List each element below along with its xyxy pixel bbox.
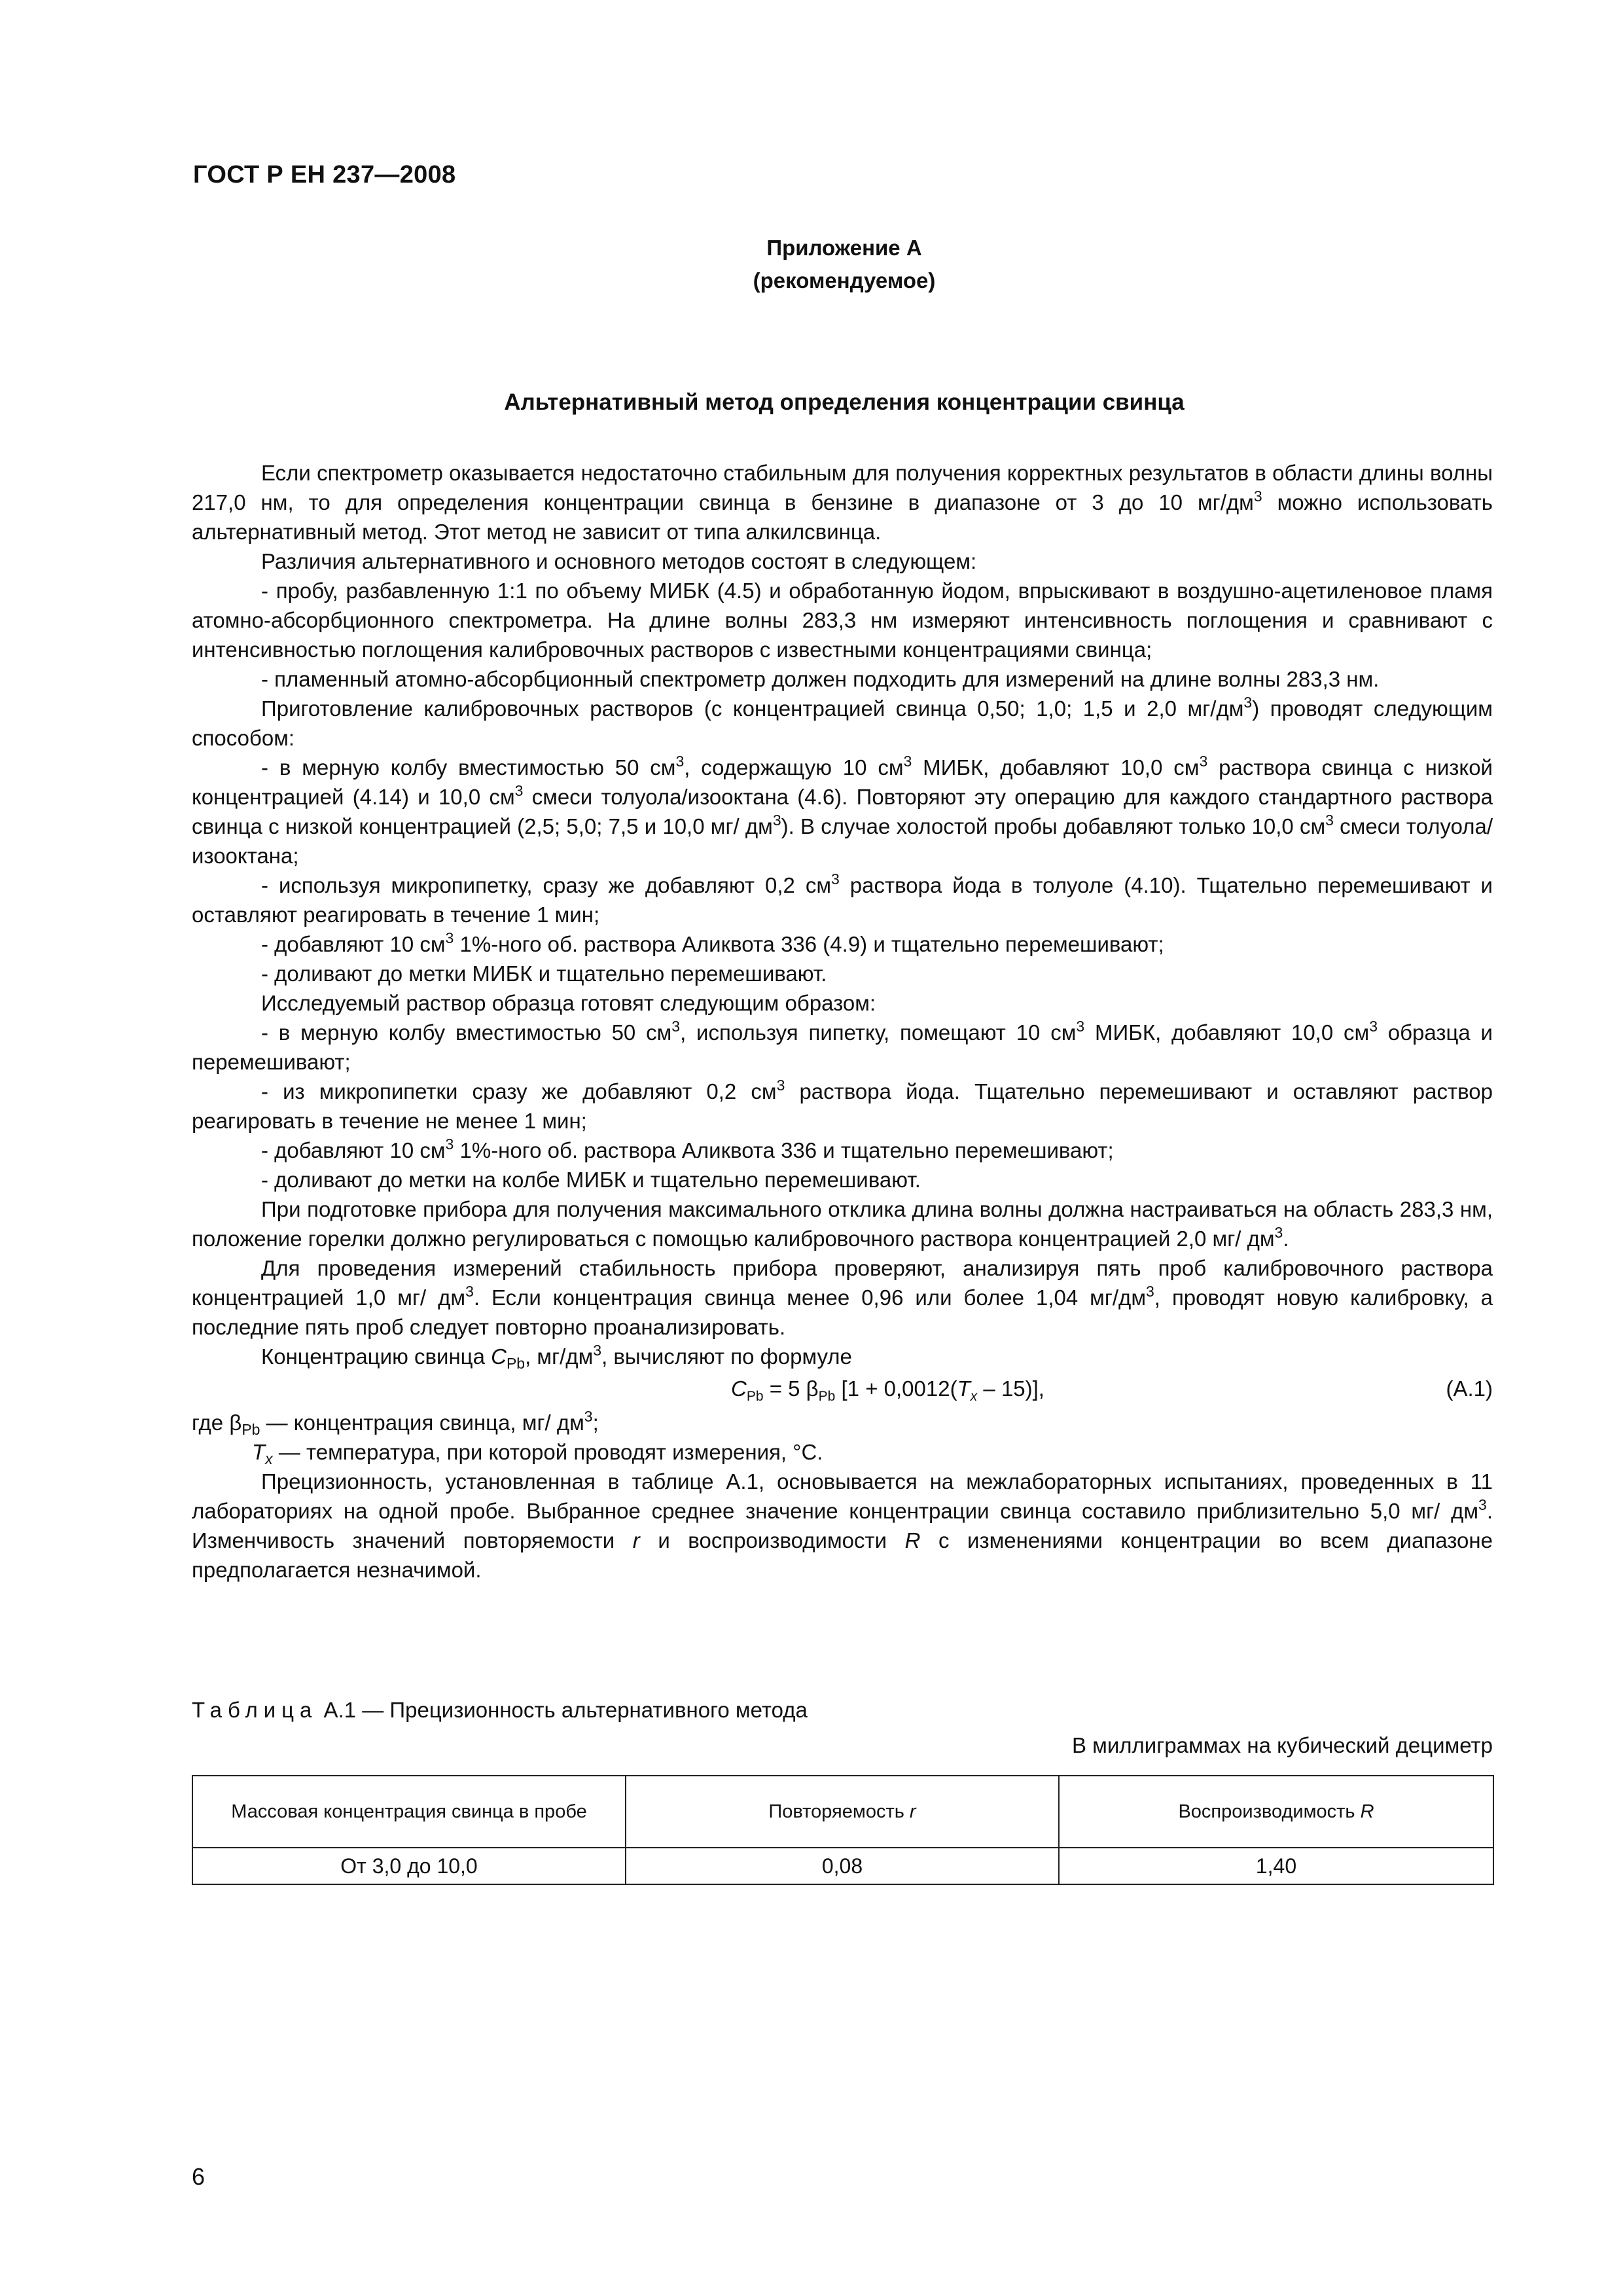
paragraph: Прецизионность, установленная в таблице А.1, основывается на межлабораторных испытаниях, проведенных в 11 лабораториях на одной пробе. Выбранное среднее значение концентрации свинца составило приблизительно 5,0 мг/ $дм^3$. Изменчивость значений повторяемости r и воспроизводимости R с изменениями концентрации во всем диапазоне предполагается незначимой. [192,1469,1493,1582]
precision-table [192,1775,1494,1885]
paragraph: Приготовление калибровочных растворов (с концентрацией свинца 0,50; 1,0; 1,5 и 2,0 $мг/дм^3$) проводят следующим способом: [192,694,1493,750]
annex-heading [0,232,1623,297]
table-row [192,1848,1493,1884]
list-item: - пробу, разбавленную 1:1 по объему МИБК (4.5) и обработанную йодом, впрыскивают в воздушно-ацетиленовое пламя атомно-абсорбционного спектрометра. На длине волны 283,3 нм измеряют интенсивность поглощения и сравнивают с интенсивностью поглощения калибровочных растворов с известными концентрациями свинца; [192,579,1493,662]
legend-item: $T_x$ — температура, при которой проводят измерения, °С. [252,1440,823,1467]
list-item: - добавляют 10 $см^3$ 1%-ного об. раствора Аликвота 336 и тщательно перемешивают; [261,1136,1114,1162]
list-item: - доливают до метки МИБК и тщательно перемешивают. [261,961,827,986]
table-caption: Таблица А.1 — Прецизионность альтернативного метода [192,1698,808,1722]
paragraph: Концентрацию свинца $C_{Pb}$, $мг/дм^3$, вычисляют по формуле [261,1342,852,1372]
annex-title: Приложение А [766,236,922,260]
formula-a1 [192,1374,1493,1408]
list-item: - доливают до метки на колбе МИБК и тщательно перемешивают. [261,1168,921,1192]
list-item: - используя микропипетку, сразу же добавляют 0,2 $см^3$ раствора йода в толуоле (4.10). Тщательно перемешивают и оставляют реагировать в течение 1 мин; [192,870,1493,927]
cell-reproducibility: 1,40 [1059,1848,1493,1884]
paragraph: Различия альтернативного и основного методов состоят в следующем: [261,549,977,573]
list-item: - из микропипетки сразу же добавляют 0,2 $см^3$ раствора йода. Тщательно перемешивают и оставляют раствор реагировать в течение не менее 1 мин; [192,1077,1493,1133]
paragraph: Исследуемый раствор образца готовят следующим образом: [261,991,876,1015]
column-header-concentration: Массовая концентрация свинца в пробе [192,1776,626,1848]
paragraph: Если спектрометр оказывается недостаточно стабильным для получения корректных результатов в области длины волны 217,0 нм, то для определения концентрации свинца в бензине в диапазоне от 3 до 10 $мг/дм^3$ можно использовать альтернативный метод. Этот метод не зависит от типа алкилсвинца. [192,461,1493,544]
paragraph: Для проведения измерений стабильность прибора проверяют, анализируя пять проб калибровочного раствора концентрацией 1,0 мг/ $дм^3$. Если концентрация свинца менее 0,96 или более 1,04 $мг/дм^3$, проводят новую калибровку, а последние пять проб следует повторно проанализировать. [192,1256,1493,1339]
table-header-row [192,1776,1493,1848]
formula-expression: $C_{Pb} = 5$ $\beta_{Pb}$ $[1 + 0,0012(T_x - 15)]$, [731,1376,1044,1404]
table-units: В миллиграммах на кубический дециметр [1071,1733,1493,1757]
cell-concentration: От 3,0 до 10,0 [192,1848,626,1884]
legend-item: где $\beta_{Pb}$ — концентрация свинца, мг/ $дм^3$; [192,1408,599,1438]
list-item: - добавляют 10 $см^3$ 1%-ного об. раствора Аликвота 336 (4.9) и тщательно перемешивают; [261,929,1164,956]
body-text [192,458,1493,1585]
document-number: ГОСТ Р ЕН 237—2008 [193,161,456,188]
cell-repeatability: 0,08 [626,1848,1059,1884]
list-item: - в мерную колбу вместимостью 50 $см^3$, содержащую 10 $см^3$ МИБК, добавляют 10,0 $см^3$ раствора свинца с низкой концентрацией (4.14) и 10,0 $см^3$ смеси толуола/изооктана (4.6). Повторяют эту операцию для каждого стандартного раствора свинца с низкой концентрацией (2,5; 5,0; 7,5 и 10,0 мг/ $дм^3$). В случае холостой пробы добавляют только 10,0 $см^3$ смеси толуола/изооктана; [192,753,1493,868]
list-item: - в мерную колбу вместимостью 50 $см^3$, используя пипетку, помещают 10 $см^3$ МИБК, добавляют 10,0 $см^3$ образца и перемешивают; [192,1018,1493,1074]
column-header-reproducibility: Воспроизводимость R [1059,1776,1493,1848]
list-item: - пламенный атомно-абсорбционный спектрометр должен подходить для измерений на длине волны 283,3 нм. [261,667,1380,691]
annex-status: (рекомендуемое) [753,268,936,293]
page-number: 6 [192,2163,205,2190]
formula-number: (А.1) [1446,1376,1493,1401]
paragraph: При подготовке прибора для получения максимального отклика длина волны должна настраиваться на область 283,3 нм, положение горелки должно регулироваться с помощью калибровочного раствора концентрацией 2,0 мг/ $дм^3$. [192,1197,1493,1251]
section-title: Альтернативный метод определения концентрации свинца [504,389,1185,415]
column-header-repeatability: Повторяемость r [626,1776,1059,1848]
